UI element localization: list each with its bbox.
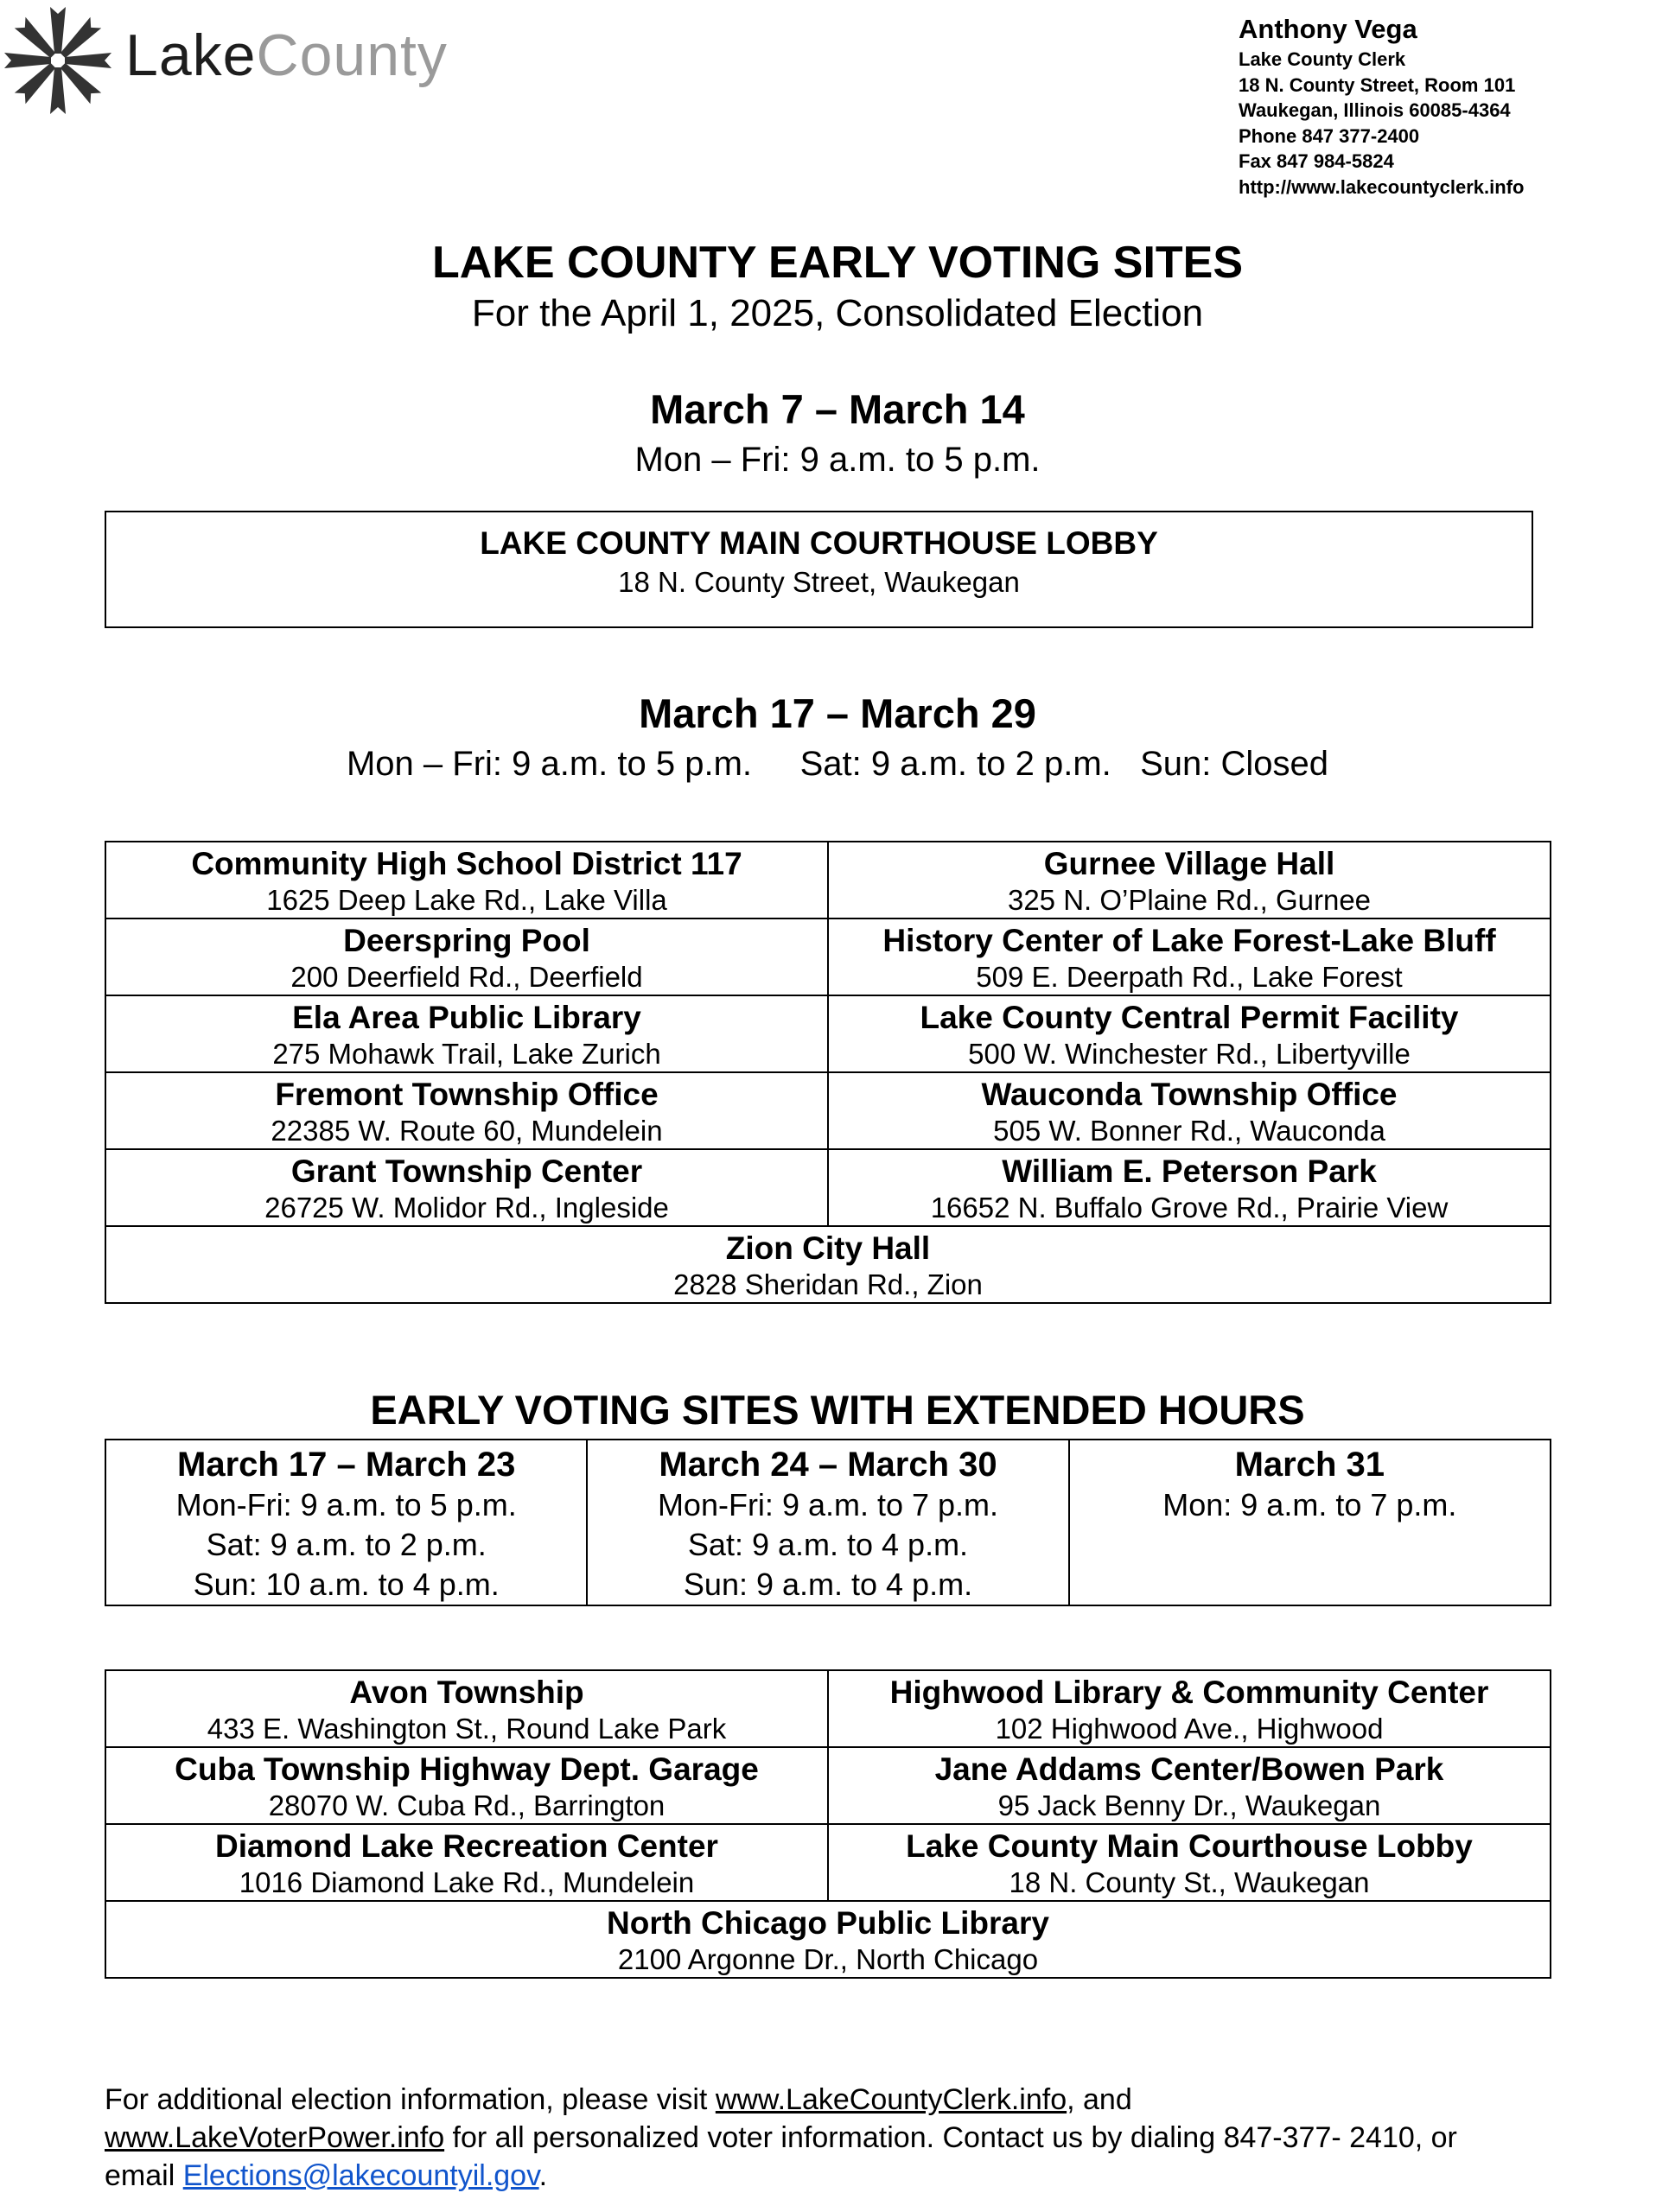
site-cell xyxy=(828,1149,1551,1226)
table-row xyxy=(105,1901,1551,1978)
site-cell xyxy=(828,842,1551,918)
hours-line: Sat: 9 a.m. to 2 p.m. xyxy=(206,1527,487,1562)
site-name: William E. Peterson Park xyxy=(1002,1154,1377,1189)
hours-line: Sun: 9 a.m. to 4 p.m. xyxy=(683,1567,973,1602)
site-address: 102 Highwood Ave., Highwood xyxy=(995,1713,1384,1745)
site-name: Jane Addams Center/Bowen Park xyxy=(934,1751,1444,1787)
site-name: Zion City Hall xyxy=(725,1230,931,1266)
site-address: 2100 Argonne Dr., North Chicago xyxy=(617,1943,1039,1975)
site-name: Highwood Library & Community Center xyxy=(889,1675,1489,1710)
site-name: Avon Township xyxy=(349,1675,584,1710)
site-name: LAKE COUNTY MAIN COURTHOUSE LOBBY xyxy=(480,525,1158,561)
extended-hours-table xyxy=(105,1439,1551,1606)
clerk-fax: Fax 847 984-5824 xyxy=(1239,150,1394,172)
site-address: 325 N. O’Plaine Rd., Gurnee xyxy=(1007,884,1372,916)
table-row xyxy=(105,995,1551,1072)
site-cell xyxy=(828,1670,1551,1747)
hours-column xyxy=(1069,1440,1551,1605)
site-name: Deerspring Pool xyxy=(343,923,590,958)
site-name: Cuba Township Highway Dept. Garage xyxy=(175,1751,759,1787)
hours-line: Mon: 9 a.m. to 7 p.m. xyxy=(1162,1487,1457,1522)
clerk-website[interactable]: http://www.lakecountyclerk.info xyxy=(1239,175,1525,198)
clerk-city: Waukegan, Illinois 60085-4364 xyxy=(1239,99,1511,121)
footer-line-2: www.LakeVoterPower.info for all personalized voter information. Contact us by dialing 847-377- 2410, or xyxy=(105,2121,1457,2154)
site-address: 16652 N. Buffalo Grove Rd., Prairie View xyxy=(930,1192,1449,1224)
table-row xyxy=(105,1226,1551,1303)
clerk-title: Lake County Clerk xyxy=(1239,48,1406,70)
site-address: 26725 W. Molidor Rd., Ingleside xyxy=(264,1192,669,1224)
period1-range: March 7 – March 14 xyxy=(650,386,1025,432)
table-row xyxy=(105,1747,1551,1824)
site-name: Fremont Township Office xyxy=(275,1077,659,1112)
site-name: Ela Area Public Library xyxy=(292,1000,641,1035)
table-row xyxy=(105,1824,1551,1901)
site-address: 1016 Diamond Lake Rd., Mundelein xyxy=(239,1866,695,1898)
footer-info xyxy=(105,2081,1574,2195)
site-name: Grant Township Center xyxy=(290,1154,643,1189)
site-cell xyxy=(828,1747,1551,1824)
clerk-website-link[interactable]: www.LakeCountyClerk.info xyxy=(715,2083,1067,2116)
site-cell xyxy=(105,1670,828,1747)
site-name: Lake County Main Courthouse Lobby xyxy=(906,1828,1473,1864)
extended-sites-table xyxy=(105,1669,1551,1979)
lake-county-logo xyxy=(0,0,449,130)
table-row xyxy=(105,842,1551,918)
hours-column xyxy=(105,1440,587,1605)
site-cell xyxy=(105,918,828,995)
site-name: Lake County Central Permit Facility xyxy=(920,1000,1459,1035)
site-cell xyxy=(105,1149,828,1226)
hours-range: March 24 – March 30 xyxy=(659,1446,997,1484)
period2-range: March 17 – March 29 xyxy=(639,690,1036,736)
clerk-phone: Phone 847 377-2400 xyxy=(1239,124,1420,147)
period2-sites-table xyxy=(105,841,1551,1304)
site-address: 28070 W. Cuba Rd., Barrington xyxy=(268,1789,666,1821)
voter-power-link[interactable]: www.LakeVoterPower.info xyxy=(105,2121,445,2154)
page-title: LAKE COUNTY EARLY VOTING SITES xyxy=(431,238,1244,288)
site-address: 500 W. Winchester Rd., Libertyville xyxy=(968,1038,1411,1070)
site-address: 509 E. Deerpath Rd., Lake Forest xyxy=(976,961,1403,993)
site-address: 2828 Sheridan Rd., Zion xyxy=(673,1268,983,1300)
footer-line-1: For additional election information, please visit www.LakeCountyClerk.info, and xyxy=(105,2083,1132,2116)
table-row xyxy=(105,918,1551,995)
site-cell xyxy=(105,1747,828,1824)
site-address: 200 Deerfield Rd., Deerfield xyxy=(290,961,643,993)
site-cell xyxy=(105,995,828,1072)
site-address: 505 W. Bonner Rd., Wauconda xyxy=(993,1115,1385,1147)
site-address: 22385 W. Route 60, Mundelein xyxy=(271,1115,663,1147)
site-name: Community High School District 117 xyxy=(191,846,742,881)
site-name: Wauconda Township Office xyxy=(981,1077,1398,1112)
clerk-contact-block xyxy=(1239,12,1524,200)
logo-wordmark: LakeCounty xyxy=(125,22,448,88)
site-cell xyxy=(828,995,1551,1072)
hours-line: Sat: 9 a.m. to 4 p.m. xyxy=(687,1527,969,1562)
site-cell xyxy=(105,842,828,918)
clerk-street: 18 N. County Street, Room 101 xyxy=(1239,73,1516,96)
clerk-name: Anthony Vega xyxy=(1239,14,1417,44)
period2-hours: Mon – Fri: 9 a.m. to 5 p.m. Sat: 9 a.m. to 2 p.m. Sun: Closed xyxy=(346,745,1328,783)
site-address: 275 Mohawk Trail, Lake Zurich xyxy=(272,1038,661,1070)
hours-line: Mon-Fri: 9 a.m. to 5 p.m. xyxy=(175,1487,517,1522)
hours-line: Sun: 10 a.m. to 4 p.m. xyxy=(193,1567,500,1602)
hours-range: March 31 xyxy=(1234,1446,1385,1484)
site-name: History Center of Lake Forest-Lake Bluff xyxy=(882,923,1496,958)
table-row xyxy=(105,1440,1551,1605)
site-cell xyxy=(828,918,1551,995)
site-cell xyxy=(105,1824,828,1901)
site-name: North Chicago Public Library xyxy=(607,1905,1049,1941)
email-link[interactable]: Elections@lakecountyil.gov xyxy=(182,2159,539,2192)
site-address: 18 N. County Street, Waukegan xyxy=(618,566,1020,598)
site-cell xyxy=(105,1226,1551,1303)
site-address: 95 Jack Benny Dr., Waukegan xyxy=(997,1789,1381,1821)
site-name: Gurnee Village Hall xyxy=(1043,846,1335,881)
site-cell xyxy=(105,1901,1551,1978)
hours-range: March 17 – March 23 xyxy=(177,1446,516,1484)
extended-heading: EARLY VOTING SITES WITH EXTENDED HOURS xyxy=(370,1387,1305,1433)
table-row xyxy=(105,1072,1551,1149)
site-address: 433 E. Washington St., Round Lake Park xyxy=(207,1713,727,1745)
page-subtitle: For the April 1, 2025, Consolidated Election xyxy=(471,292,1204,334)
table-row xyxy=(105,1670,1551,1747)
period1-site-box xyxy=(105,511,1533,628)
site-name: Diamond Lake Recreation Center xyxy=(215,1828,718,1864)
period1-hours: Mon – Fri: 9 a.m. to 5 p.m. xyxy=(634,441,1041,479)
site-cell xyxy=(828,1824,1551,1901)
site-address: 18 N. County St., Waukegan xyxy=(1009,1866,1370,1898)
site-cell xyxy=(105,1072,828,1149)
hours-column xyxy=(587,1440,1068,1605)
site-cell xyxy=(828,1072,1551,1149)
hours-line: Mon-Fri: 9 a.m. to 7 p.m. xyxy=(657,1487,999,1522)
starburst-logo-icon xyxy=(2,2,114,123)
site-address: 1625 Deep Lake Rd., Lake Villa xyxy=(266,884,667,916)
table-row xyxy=(105,1149,1551,1226)
footer-line-3: email Elections@lakecountyil.gov. xyxy=(105,2159,548,2192)
